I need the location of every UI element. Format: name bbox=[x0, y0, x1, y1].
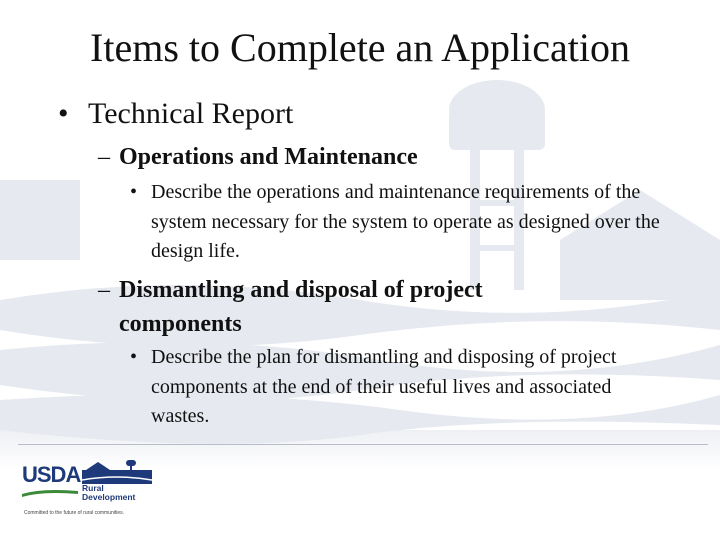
detail-bullet-marker: • bbox=[130, 346, 138, 368]
subheading-text: Operations and Maintenance bbox=[119, 144, 418, 170]
rural-development-wordmark bbox=[82, 484, 135, 502]
logo-tagline: Committed to the future of rural communities. bbox=[24, 510, 125, 516]
rd-line-rural: Rural bbox=[82, 483, 104, 493]
detail-bullet-marker: • bbox=[130, 181, 138, 203]
footer-divider bbox=[18, 444, 708, 445]
usda-wordmark: USDA bbox=[22, 462, 81, 487]
bullet-text: Technical Report bbox=[88, 97, 294, 130]
slide-title: Items to Complete an Application bbox=[90, 25, 630, 70]
rural-development-emblem-icon bbox=[82, 460, 152, 484]
rd-line-development: Development bbox=[82, 492, 136, 502]
dash-marker: – bbox=[98, 144, 110, 170]
subheading-text: Dismantling and disposal of project components bbox=[119, 277, 483, 337]
usda-swoosh-icon bbox=[22, 488, 78, 498]
dash-marker: – bbox=[98, 277, 110, 303]
bullet-marker: • bbox=[58, 97, 69, 130]
detail-text: Describe the operations and maintenance requirements of the system necessary for the system to operate as designed over the design life. bbox=[151, 181, 660, 262]
detail-text: Describe the plan for dismantling and disposing of project components at the end of their useful lives and associated wastes. bbox=[151, 346, 617, 427]
